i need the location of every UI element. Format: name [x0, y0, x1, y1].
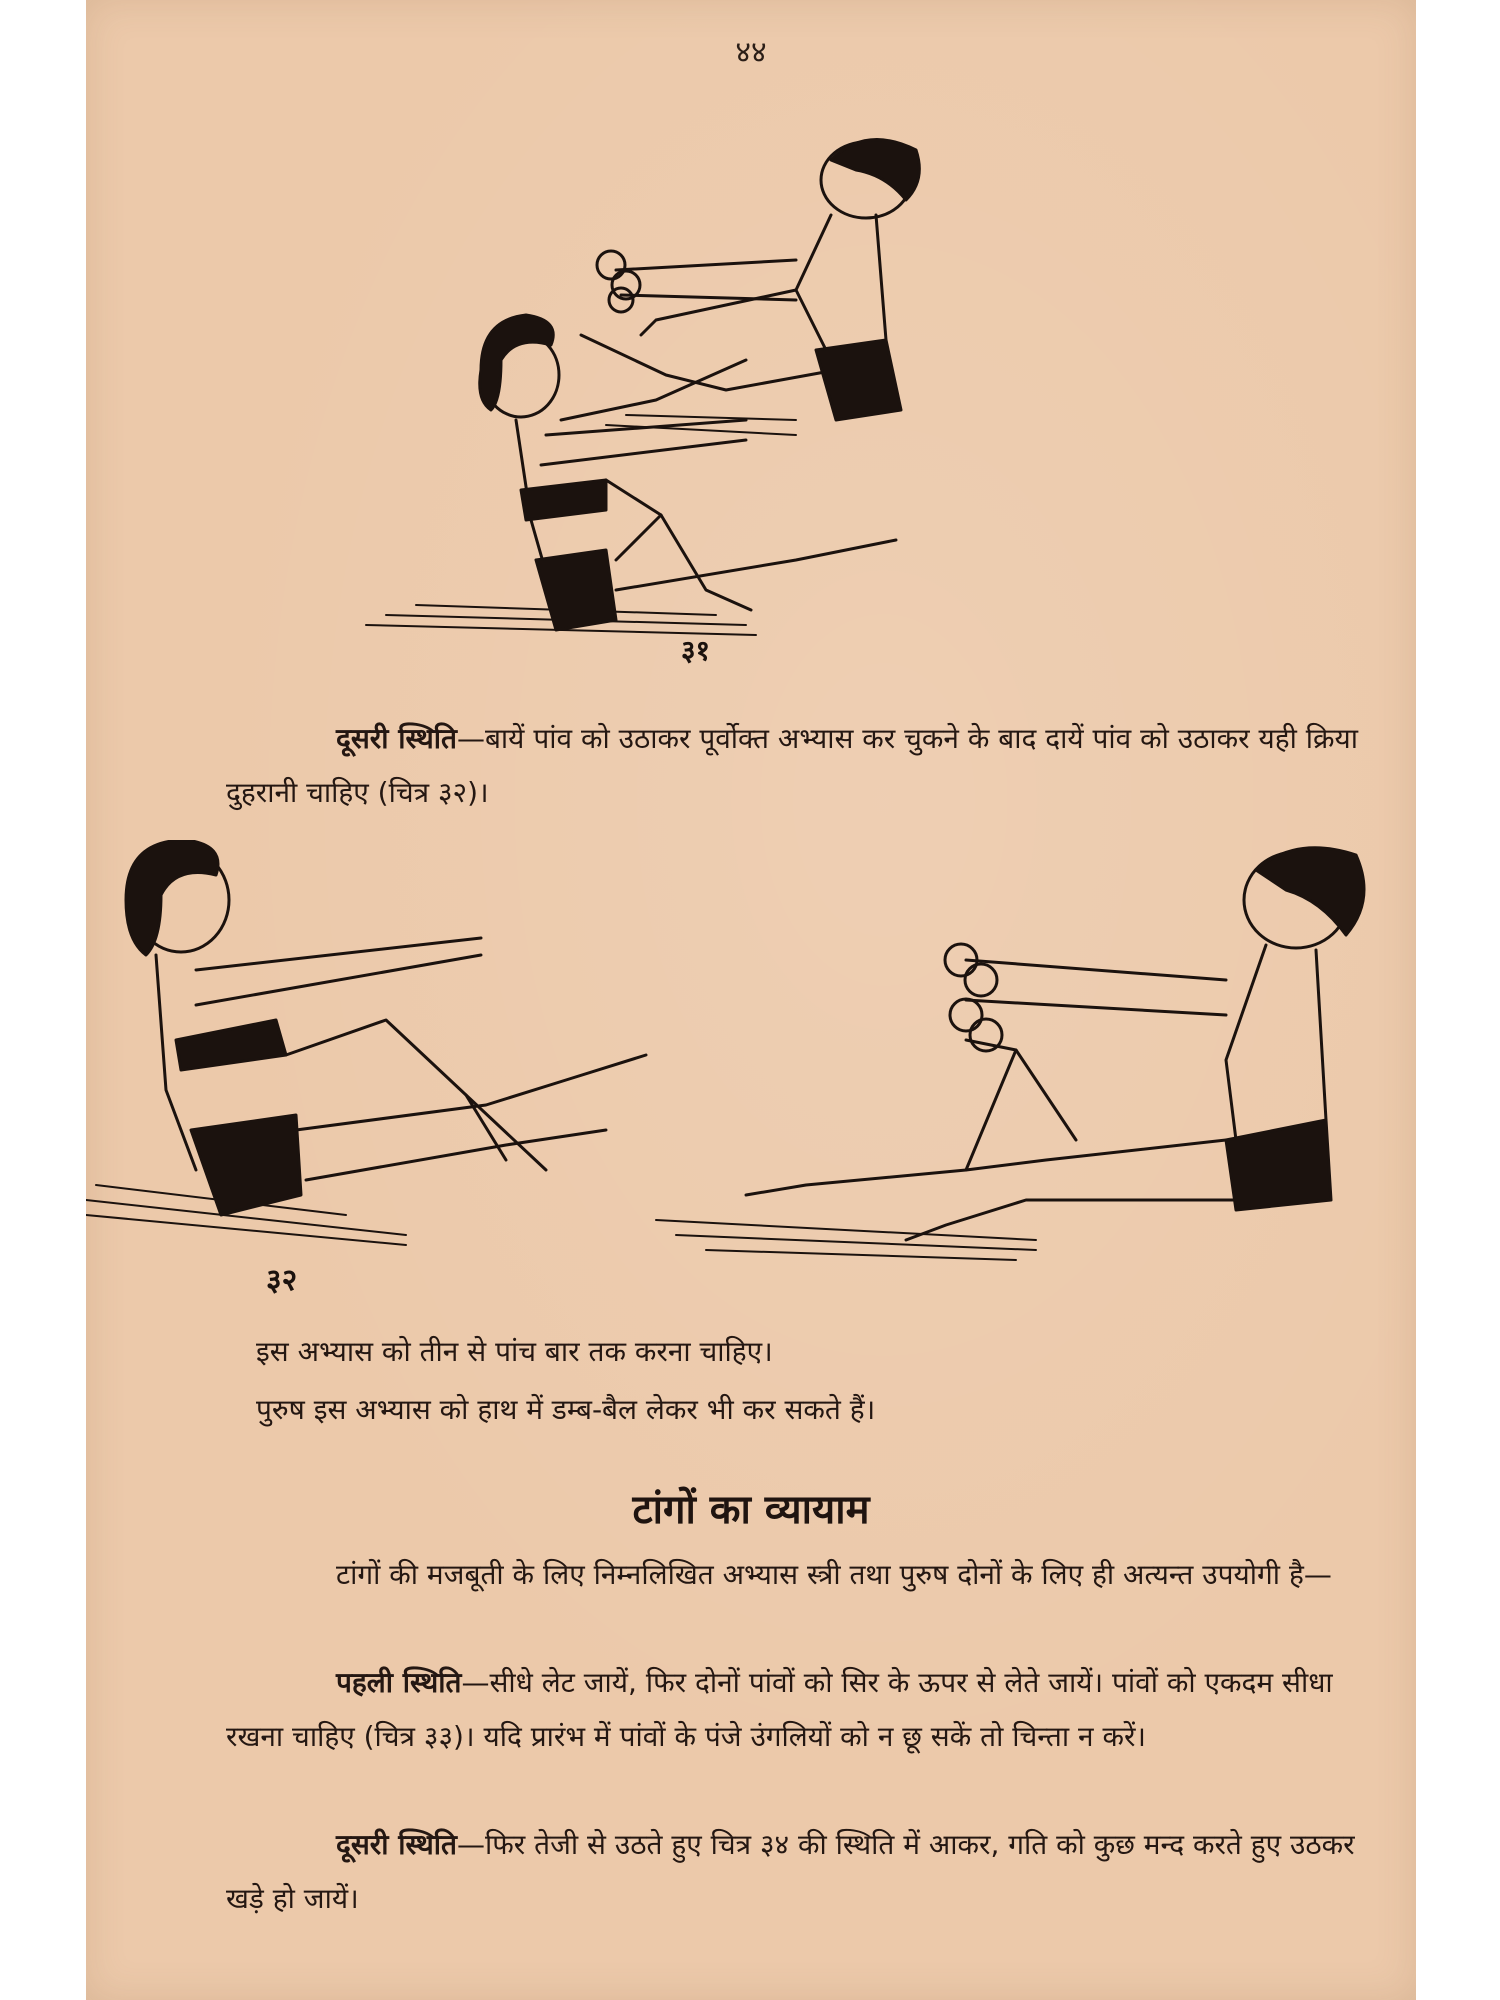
paragraph-lead: दूसरी स्थिति	[336, 722, 457, 755]
paragraph-second-position	[226, 712, 1396, 820]
paragraph-legs-intro: टांगों की मजबूती के लिए निम्नलिखित अभ्यास स्त्री तथा पुरुष दोनों के लिए ही अत्यन्त उपयोगी है—	[336, 1558, 1332, 1591]
woman-figure-middle	[126, 840, 646, 1215]
illustration-situp-middle	[86, 840, 1416, 1300]
paragraph-lead: पहली स्थिति	[336, 1666, 462, 1699]
paragraph-lead: दूसरी स्थिति	[336, 1828, 457, 1861]
paragraph-repeat: इस अभ्यास को तीन से पांच बार तक करना चाहिए।	[256, 1335, 773, 1368]
paragraph-dumbbell: पुरुष इस अभ्यास को हाथ में डम्ब-बैल लेकर भी कर सकते हैं।	[256, 1393, 876, 1426]
paragraph-second-position-legs	[226, 1818, 1396, 1926]
man-figure-middle	[746, 848, 1364, 1240]
page-number: ४४	[735, 35, 767, 70]
paragraph-text: —फिर तेजी से उठते हुए चित्र ३४ की स्थिति में आकर, गति को कुछ मन्द करते हुए उठकर खड़े हो जायें।	[226, 1828, 1355, 1915]
section-title: टांगों का व्यायाम	[632, 1487, 870, 1533]
paragraph-text: —बायें पांव को उठाकर पूर्वोक्त अभ्यास कर चुकने के बाद दायें पांव को उठाकर यही क्रिया दुहरानी चाहिए (चित्र ३२)।	[226, 722, 1359, 809]
illustration-situp-top	[276, 120, 996, 680]
figure-label-middle: ३२	[266, 1263, 298, 1298]
book-page	[86, 0, 1416, 2000]
paragraph-text: —सीधे लेट जायें, फिर दोनों पांवों को सिर के ऊपर से लेते जायें। पांवों को एकदम सीधा रखना चाहिए (चित्र ३३)। यदि प्रारंभ में पांवों के पंजे उंगलियों को न छू सकें तो चिन्ता न करें।	[226, 1666, 1333, 1753]
figure-label-top: ३१	[681, 634, 711, 667]
paragraph-first-position	[226, 1656, 1396, 1764]
man-figure-top	[561, 140, 919, 420]
